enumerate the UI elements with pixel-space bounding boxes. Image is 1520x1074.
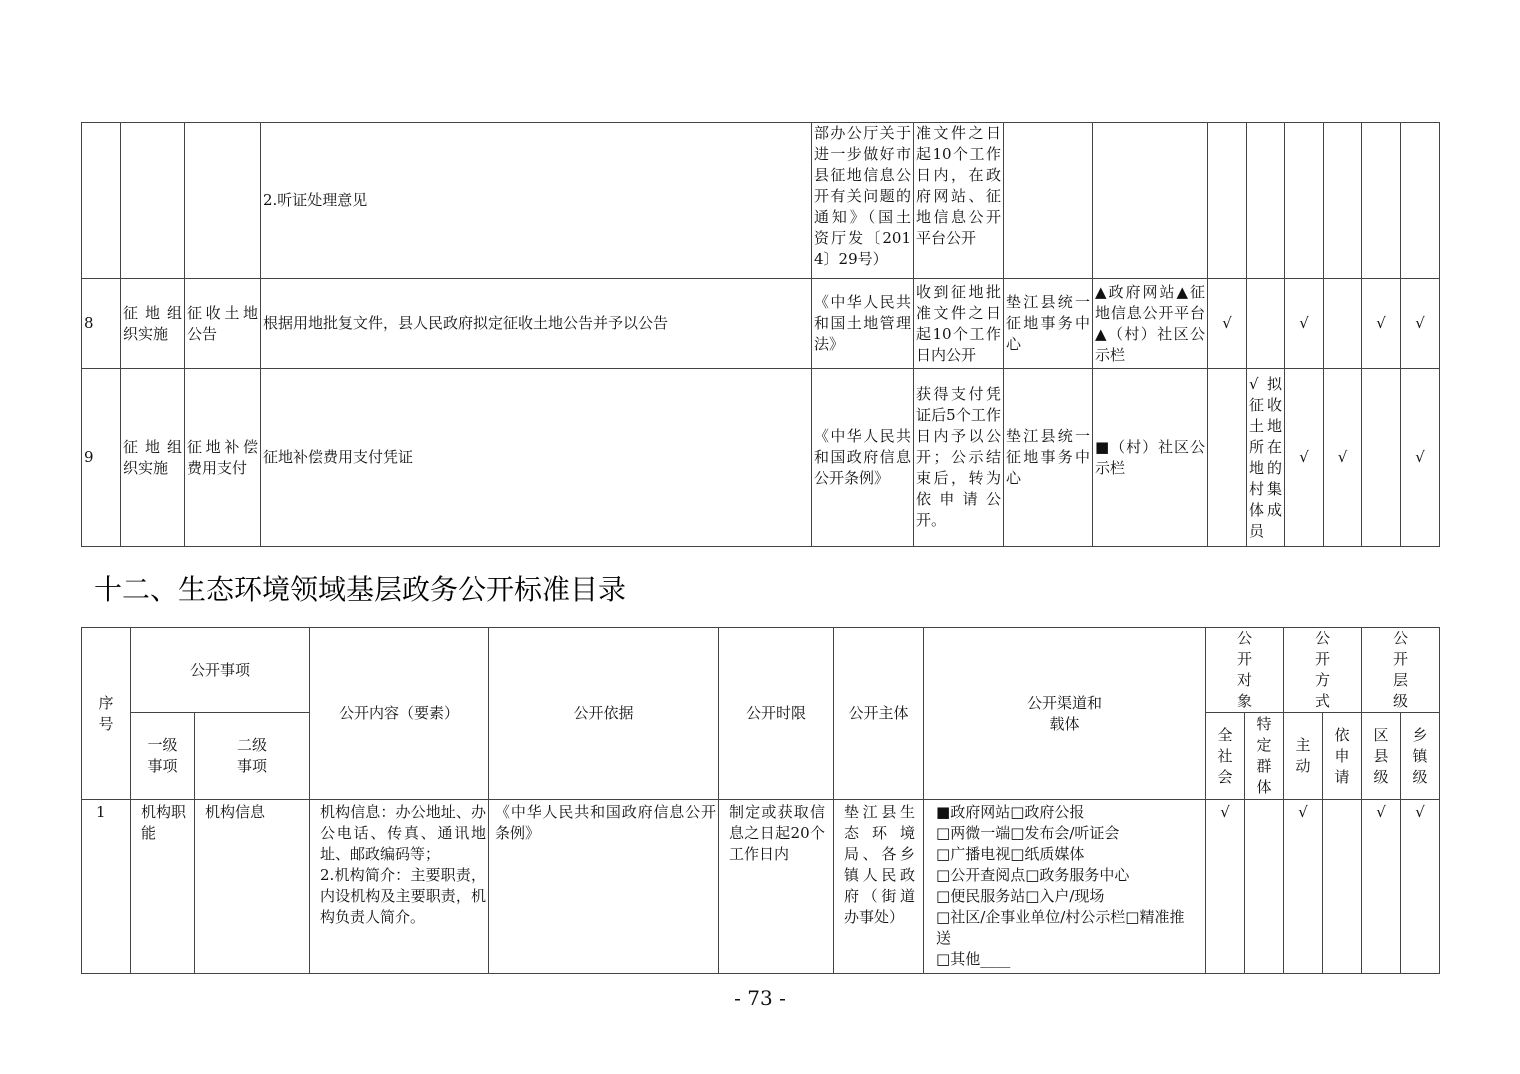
row-number: 1 bbox=[82, 800, 131, 974]
on-request-check: √ bbox=[1324, 369, 1362, 547]
content-cell: 2.听证处理意见 bbox=[261, 123, 812, 279]
county-check: √ bbox=[1362, 800, 1401, 974]
proactive-check: √ bbox=[1285, 369, 1324, 547]
level1-item: 征地组织实施 bbox=[121, 369, 185, 547]
township-check: √ bbox=[1401, 369, 1440, 547]
header-no: 序号 bbox=[82, 628, 131, 800]
on-request-check bbox=[1324, 279, 1362, 369]
proactive-check: √ bbox=[1285, 279, 1324, 369]
page-number: - 73 - bbox=[734, 986, 786, 1010]
table-row bbox=[82, 369, 1440, 547]
header-method: 公开方式 bbox=[1284, 628, 1362, 713]
basis-cell: 《中华人民共和国政府信息公开条例》 bbox=[812, 369, 914, 547]
township-check: √ bbox=[1401, 800, 1440, 974]
specific-group-check: √拟征收土地所在地的村集体成员 bbox=[1247, 369, 1285, 547]
header-township: 乡镇级 bbox=[1401, 713, 1440, 800]
proactive-check bbox=[1285, 123, 1324, 279]
subject-cell bbox=[1004, 123, 1093, 279]
basis-cell: 部办公厅关于进一步做好市县征地信息公开有关问题的通知》（国土资厅发〔2014〕29号） bbox=[812, 123, 914, 279]
county-check bbox=[1362, 123, 1401, 279]
table-row bbox=[82, 123, 1440, 279]
header-county: 区县级 bbox=[1362, 713, 1401, 800]
header-level2: 二级事项 bbox=[195, 713, 310, 800]
specific-group-check bbox=[1245, 800, 1284, 974]
table-row bbox=[82, 279, 1440, 369]
subject-cell: 垫江县统一征地事务中心 bbox=[1004, 369, 1093, 547]
proactive-check: √ bbox=[1284, 800, 1323, 974]
basis-cell: 《中华人民共和国土地管理法》 bbox=[812, 279, 914, 369]
header-level: 公开层级 bbox=[1362, 628, 1440, 713]
timing-cell: 收到征地批准文件之日起10个工作日内公开 bbox=[914, 279, 1004, 369]
timing-cell: 准文件之日起10个工作日内，在政府网站、征地信息公开平台公开 bbox=[914, 123, 1004, 279]
level2-item: 征地补偿费用支付 bbox=[185, 369, 261, 547]
header-channel: 公开渠道和载体 bbox=[924, 628, 1206, 800]
channel-cell: ■政府网站□政府公报 □两微一端□发布会/听证会 □广播电视□纸质媒体 □公开查阅点□政务服务中心 □便民服务站□入户/现场 □社区/企事业单位/村公示栏□精准推送 □其他____ bbox=[924, 800, 1206, 974]
row-number bbox=[82, 123, 121, 279]
township-check: √ bbox=[1401, 279, 1440, 369]
header-row bbox=[82, 628, 1440, 713]
level1-item: 机构职能 bbox=[131, 800, 195, 974]
all-society-check bbox=[1208, 369, 1247, 547]
on-request-check bbox=[1324, 123, 1362, 279]
basis-cell: 《中华人民共和国政府信息公开条例》 bbox=[489, 800, 719, 974]
level1-item bbox=[121, 123, 185, 279]
land-acquisition-table bbox=[81, 122, 1440, 547]
table-row bbox=[82, 800, 1440, 974]
header-specific-group: 特定群体 bbox=[1245, 713, 1284, 800]
county-check: √ bbox=[1362, 279, 1401, 369]
channel-cell: ▲政府网站▲征地信息公开平台▲（村）社区公示栏 bbox=[1093, 279, 1208, 369]
subject-cell: 垫江县统一征地事务中心 bbox=[1004, 279, 1093, 369]
channel-cell: ■（村）社区公示栏 bbox=[1093, 369, 1208, 547]
specific-group-check bbox=[1247, 279, 1285, 369]
on-request-check bbox=[1323, 800, 1362, 974]
subject-cell: 垫江县生态环境局、各乡镇人民政府（街道办事处） bbox=[834, 800, 924, 974]
header-items: 公开事项 bbox=[131, 628, 310, 713]
level1-item: 征地组织实施 bbox=[121, 279, 185, 369]
timing-cell: 制定或获取信息之日起20个工作日内 bbox=[719, 800, 834, 974]
header-basis: 公开依据 bbox=[489, 628, 719, 800]
timing-cell: 获得支付凭证后5个工作日内予以公开；公示结束后，转为依申请公开。 bbox=[914, 369, 1004, 547]
level2-item: 机构信息 bbox=[195, 800, 310, 974]
header-on-request: 依申请 bbox=[1323, 713, 1362, 800]
header-proactive: 主动 bbox=[1284, 713, 1323, 800]
header-target: 公开对象 bbox=[1206, 628, 1284, 713]
header-all-society: 全社会 bbox=[1206, 713, 1245, 800]
row-number: 8 bbox=[82, 279, 121, 369]
row-number: 9 bbox=[82, 369, 121, 547]
header-subject: 公开主体 bbox=[834, 628, 924, 800]
header-content: 公开内容（要素） bbox=[310, 628, 489, 800]
content-cell: 根据用地批复文件，县人民政府拟定征收土地公告并予以公告 bbox=[261, 279, 812, 369]
all-society-check bbox=[1208, 123, 1247, 279]
level2-item bbox=[185, 123, 261, 279]
header-timing: 公开时限 bbox=[719, 628, 834, 800]
channel-cell bbox=[1093, 123, 1208, 279]
content-cell: 机构信息：办公地址、办公电话、传真、通讯地址、邮政编码等； 2.机构简介：主要职责，内设机构及主要职责，机构负责人简介。 bbox=[310, 800, 489, 974]
all-society-check: √ bbox=[1208, 279, 1247, 369]
township-check bbox=[1401, 123, 1440, 279]
eco-environment-table bbox=[81, 627, 1440, 974]
specific-group-check bbox=[1247, 123, 1285, 279]
header-level1: 一级事项 bbox=[131, 713, 195, 800]
county-check bbox=[1362, 369, 1401, 547]
all-society-check: √ bbox=[1206, 800, 1245, 974]
content-cell: 征地补偿费用支付凭证 bbox=[261, 369, 812, 547]
section-title: 十二、生态环境领域基层政务公开标准目录 bbox=[94, 573, 627, 606]
level2-item: 征收土地公告 bbox=[185, 279, 261, 369]
